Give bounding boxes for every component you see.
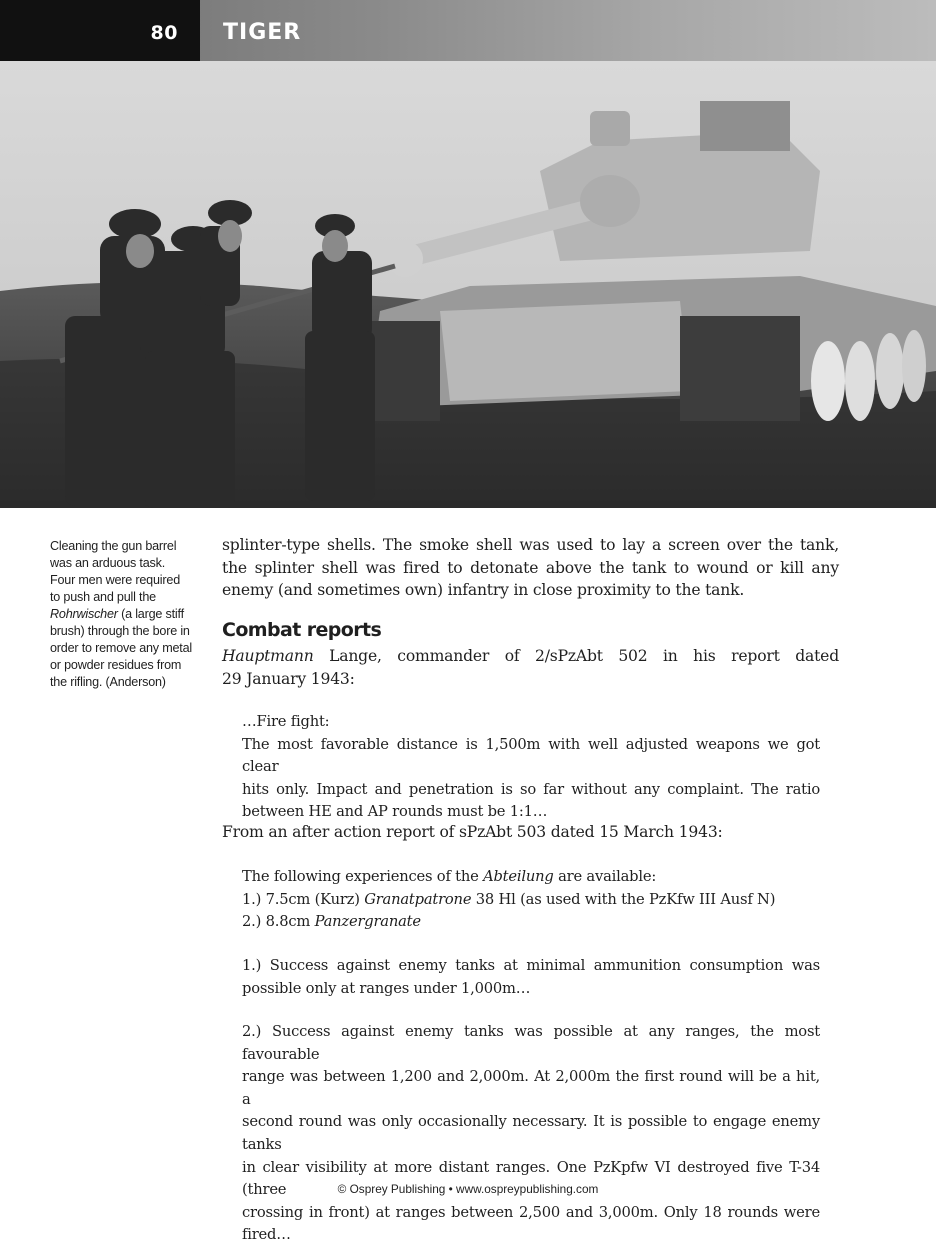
caption-line: brush) through the bore in bbox=[50, 624, 190, 638]
quote-text: 1.) 7.5cm (Kurz) bbox=[242, 890, 365, 908]
caption-line: Cleaning the gun barrel bbox=[50, 539, 177, 553]
quote-italic-term: Panzergranate bbox=[314, 913, 421, 931]
quote-italic-term: Granatpatrone bbox=[364, 890, 472, 908]
quote-italic-term: Abteilung bbox=[483, 868, 554, 885]
quote-line: The most favorable distance is 1,500m with well adjusted weapons we got clear bbox=[242, 735, 820, 776]
quote-line: 1.) Success against enemy tanks at minimal ammunition consumption was bbox=[242, 957, 820, 974]
caption-line: order to remove any metal bbox=[50, 641, 192, 655]
text-line bbox=[222, 645, 839, 668]
text-line: enemy (and sometimes own) infantry in close proximity to the tank. bbox=[222, 581, 745, 599]
text-line: From an after action report of sPzAbt 503 dated 15 March 1943: bbox=[222, 823, 723, 841]
quote-text: are available: bbox=[553, 868, 657, 885]
caption-line: the rifling. (Anderson) bbox=[50, 675, 166, 689]
quote-line bbox=[242, 911, 820, 934]
page-number-box bbox=[0, 0, 200, 61]
page-footer: © Osprey Publishing • www.ospreypublishing.com bbox=[337, 1182, 599, 1196]
text-line: splinter-type shells. The smoke shell was used to lay a screen over the tank, bbox=[222, 536, 839, 554]
caption-line bbox=[50, 606, 200, 623]
quote-line: range was between 1,200 and 2,000m. At 2,000m the first round will be a hit, a bbox=[242, 1068, 820, 1108]
quote-line: crossing in front) at ranges between 2,500 and 3,000m. Only 18 rounds were fired… bbox=[242, 1203, 820, 1244]
caption-line: was an arduous task. bbox=[50, 556, 166, 570]
caption-line: Four men were required bbox=[50, 573, 180, 587]
body-paragraph-2 bbox=[222, 645, 839, 690]
rank-italic: Hauptmann bbox=[222, 647, 314, 665]
quote-block-1 bbox=[242, 711, 820, 824]
quote-block-4 bbox=[242, 1021, 820, 1247]
quote-text: The following experiences of the bbox=[242, 868, 484, 885]
photo-tiger-tank bbox=[0, 61, 936, 508]
section-heading: Combat reports bbox=[222, 619, 382, 641]
caption-line: or powder residues from bbox=[50, 658, 182, 672]
caption-line-rest: (a large stiff bbox=[121, 607, 184, 621]
quote-line: second round was only occasionally necessary. It is possible to engage enemy tanks bbox=[242, 1113, 820, 1153]
quote-line: between HE and AP rounds must be 1:1… bbox=[242, 803, 548, 821]
photo-caption bbox=[50, 538, 200, 691]
page-header bbox=[0, 0, 936, 61]
text-line: 29 January 1943: bbox=[222, 669, 355, 688]
chapter-title: TIGER bbox=[223, 20, 302, 45]
quote-line: hits only. Impact and penetration is so far without any complaint. The ratio bbox=[242, 780, 820, 798]
quote-line: possible only at ranges under 1,000m… bbox=[242, 979, 531, 997]
quote-line bbox=[242, 889, 820, 912]
caption-line: to push and pull the bbox=[50, 590, 156, 604]
body-paragraph-3 bbox=[222, 821, 839, 844]
body-paragraph-1 bbox=[222, 534, 839, 602]
photo-tiger-tank-crew-cleaning-barrel-icon bbox=[0, 61, 936, 508]
quote-line bbox=[242, 866, 820, 889]
text-line: the splinter shell was fired to detonate above the tank to wound or kill any bbox=[222, 558, 839, 577]
page-number: 80 bbox=[150, 22, 178, 44]
quote-text: 38 Hl (as used with the PzKfw III Ausf N) bbox=[471, 890, 776, 908]
quote-line: …Fire fight: bbox=[242, 713, 330, 730]
caption-italic-term: Rohrwischer bbox=[50, 607, 118, 621]
quote-line: 2.) Success against enemy tanks was possible at any ranges, the most favourable bbox=[242, 1023, 820, 1063]
quote-block-2 bbox=[242, 866, 820, 934]
quote-text: 2.) 8.8cm bbox=[242, 913, 315, 931]
quote-block-3 bbox=[242, 955, 820, 1000]
quote-line: in clear visibility at more distant ranges. One PzKpfw VI destroyed five T-34 (three bbox=[242, 1158, 820, 1199]
text-line-rest: Lange, commander of 2/sPzAbt 502 in his report dated bbox=[313, 647, 839, 665]
